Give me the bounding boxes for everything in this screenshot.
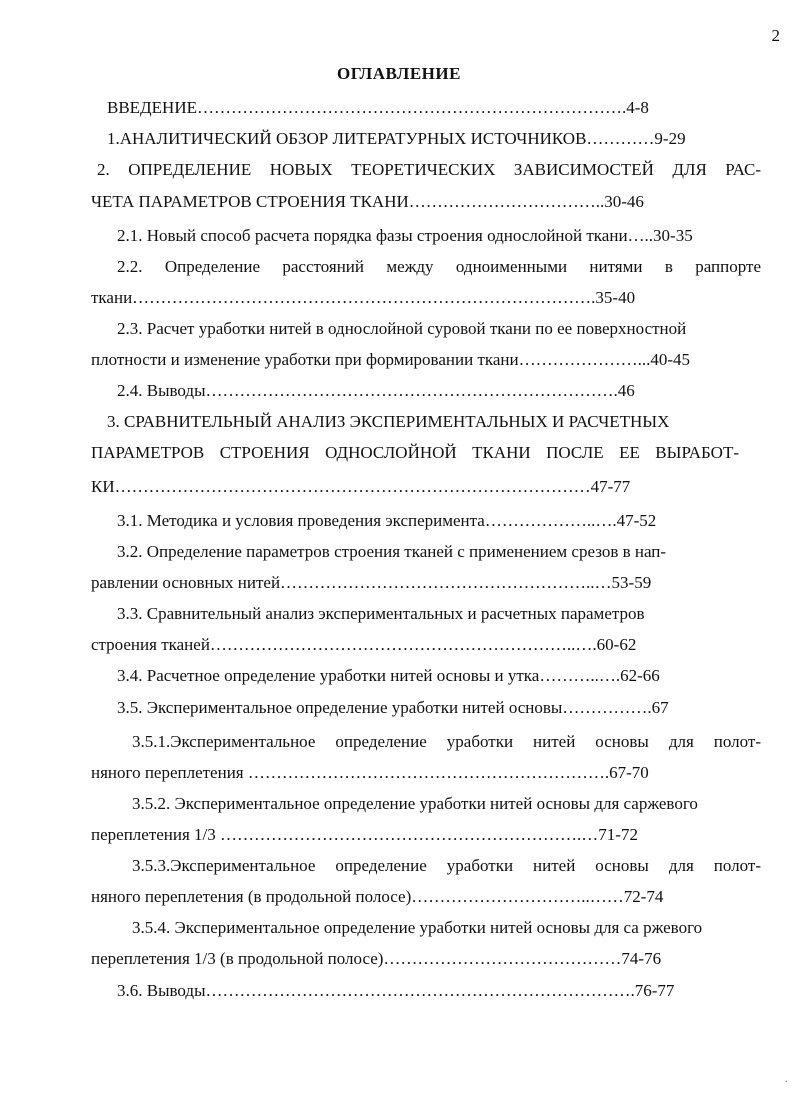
toc-entry-2-1: 2.1. Новый способ расчета порядка фазы строения однослойной ткани…..30-35	[117, 226, 693, 245]
toc-entry-3-5: 3.5. Экспериментальное определение уработки нитей основы…………….67	[117, 698, 669, 717]
toc-entry-2-4: 2.4. Выводы……………………………………………………………….46	[117, 381, 635, 400]
toc-entry-2-2-line-1: 2.2. Определение расстояний между одноименными нитями в раппорте	[117, 257, 761, 276]
toc-entry-chapter-3-line-2: ПАРАМЕТРОВ СТРОЕНИЯ ОДНОСЛОЙНОЙ ТКАНИ ПОСЛЕ ЕЕ ВЫРАБОТ-	[91, 443, 739, 462]
toc-entry-3-2-line-2: равлении основных нитей………………………………………………..…53-59	[91, 573, 652, 592]
toc-entry-3-5-4-line-2: переплетения 1/3 (в продольной полосе)……………………………………74-76	[91, 949, 662, 968]
toc-entry-intro: ВВЕДЕНИЕ………………………………………………………………….4-8	[107, 98, 649, 117]
toc-entry-3-2-line-1: 3.2. Определение параметров строения тканей с применением срезов в нап-	[117, 542, 667, 561]
toc-entry-3-5-2-line-2: переплетения 1/3 ……………………………………………………….…71-72	[91, 825, 638, 844]
toc-entry-3-6: 3.6. Выводы………………………………………………………………….76-77	[117, 981, 675, 1000]
toc-entry-chapter-2-line-2: ЧЕТА ПАРАМЕТРОВ СТРОЕНИЯ ТКАНИ……………………………..30-46	[91, 192, 644, 211]
toc-entry-chapter-3-line-1: 3. СРАВНИТЕЛЬНЫЙ АНАЛИЗ ЭКСПЕРИМЕНТАЛЬНЫХ И РАСЧЕТНЫХ	[107, 412, 670, 431]
toc-entry-3-3-line-2: строения тканей………………………………………………………..….60-62	[91, 635, 637, 654]
toc-entry-2-3-line-1: 2.3. Расчет уработки нитей в однослойной суровой ткани по ее поверхностной	[117, 319, 687, 338]
page-title: ОГЛАВЛЕНИЕ	[337, 64, 461, 83]
toc-entry-chapter-2-line-1: 2. ОПРЕДЕЛЕНИЕ НОВЫХ ТЕОРЕТИЧЕСКИХ ЗАВИСИМОСТЕЙ ДЛЯ РАС-	[97, 160, 761, 179]
toc-entry-3-3-line-1: 3.3. Сравнительный анализ экспериментальных и расчетных параметров	[117, 604, 645, 623]
toc-entry-3-5-3-line-2: няного переплетения (в продольной полосе)…………………………..……72-74	[91, 887, 664, 906]
toc-entry-3-4: 3.4. Расчетное определение уработки нитей основы и утка………..….62-66	[117, 666, 660, 685]
toc-entry-3-5-1-line-2: няного переплетения ……………………………………………………….67-70	[91, 763, 649, 782]
toc-entry-3-5-3-line-1: 3.5.3.Экспериментальное определение уработки нитей основы для полот-	[132, 856, 761, 875]
toc-entry-3-5-4-line-1: 3.5.4. Экспериментальное определение уработки нитей основы для са ржевого	[132, 918, 703, 937]
toc-entry-3-5-2-line-1: 3.5.2. Экспериментальное определение уработки нитей основы для саржевого	[132, 794, 698, 813]
toc-entry-3-5-1-line-1: 3.5.1.Экспериментальное определение уработки нитей основы для полот-	[132, 732, 761, 751]
toc-entry-3-1: 3.1. Методика и условия проведения эксперимента………………..….47-52	[117, 511, 657, 530]
toc-entry-chapter-3-line-3: КИ…………………………………………………………………………47-77	[91, 477, 631, 496]
toc-entry-2-2-line-2: ткани……………………………………………………………………….35-40	[91, 288, 636, 307]
scan-mark: ·	[784, 1077, 788, 1088]
toc-entry-2-3-line-2: плотности и изменение уработки при формировании ткани…………………...40-45	[91, 350, 691, 369]
page-number: 2	[771, 26, 780, 45]
toc-entry-chapter-1: 1.АНАЛИТИЧЕСКИЙ ОБЗОР ЛИТЕРАТУРНЫХ ИСТОЧНИКОВ…………9-29	[107, 129, 686, 148]
